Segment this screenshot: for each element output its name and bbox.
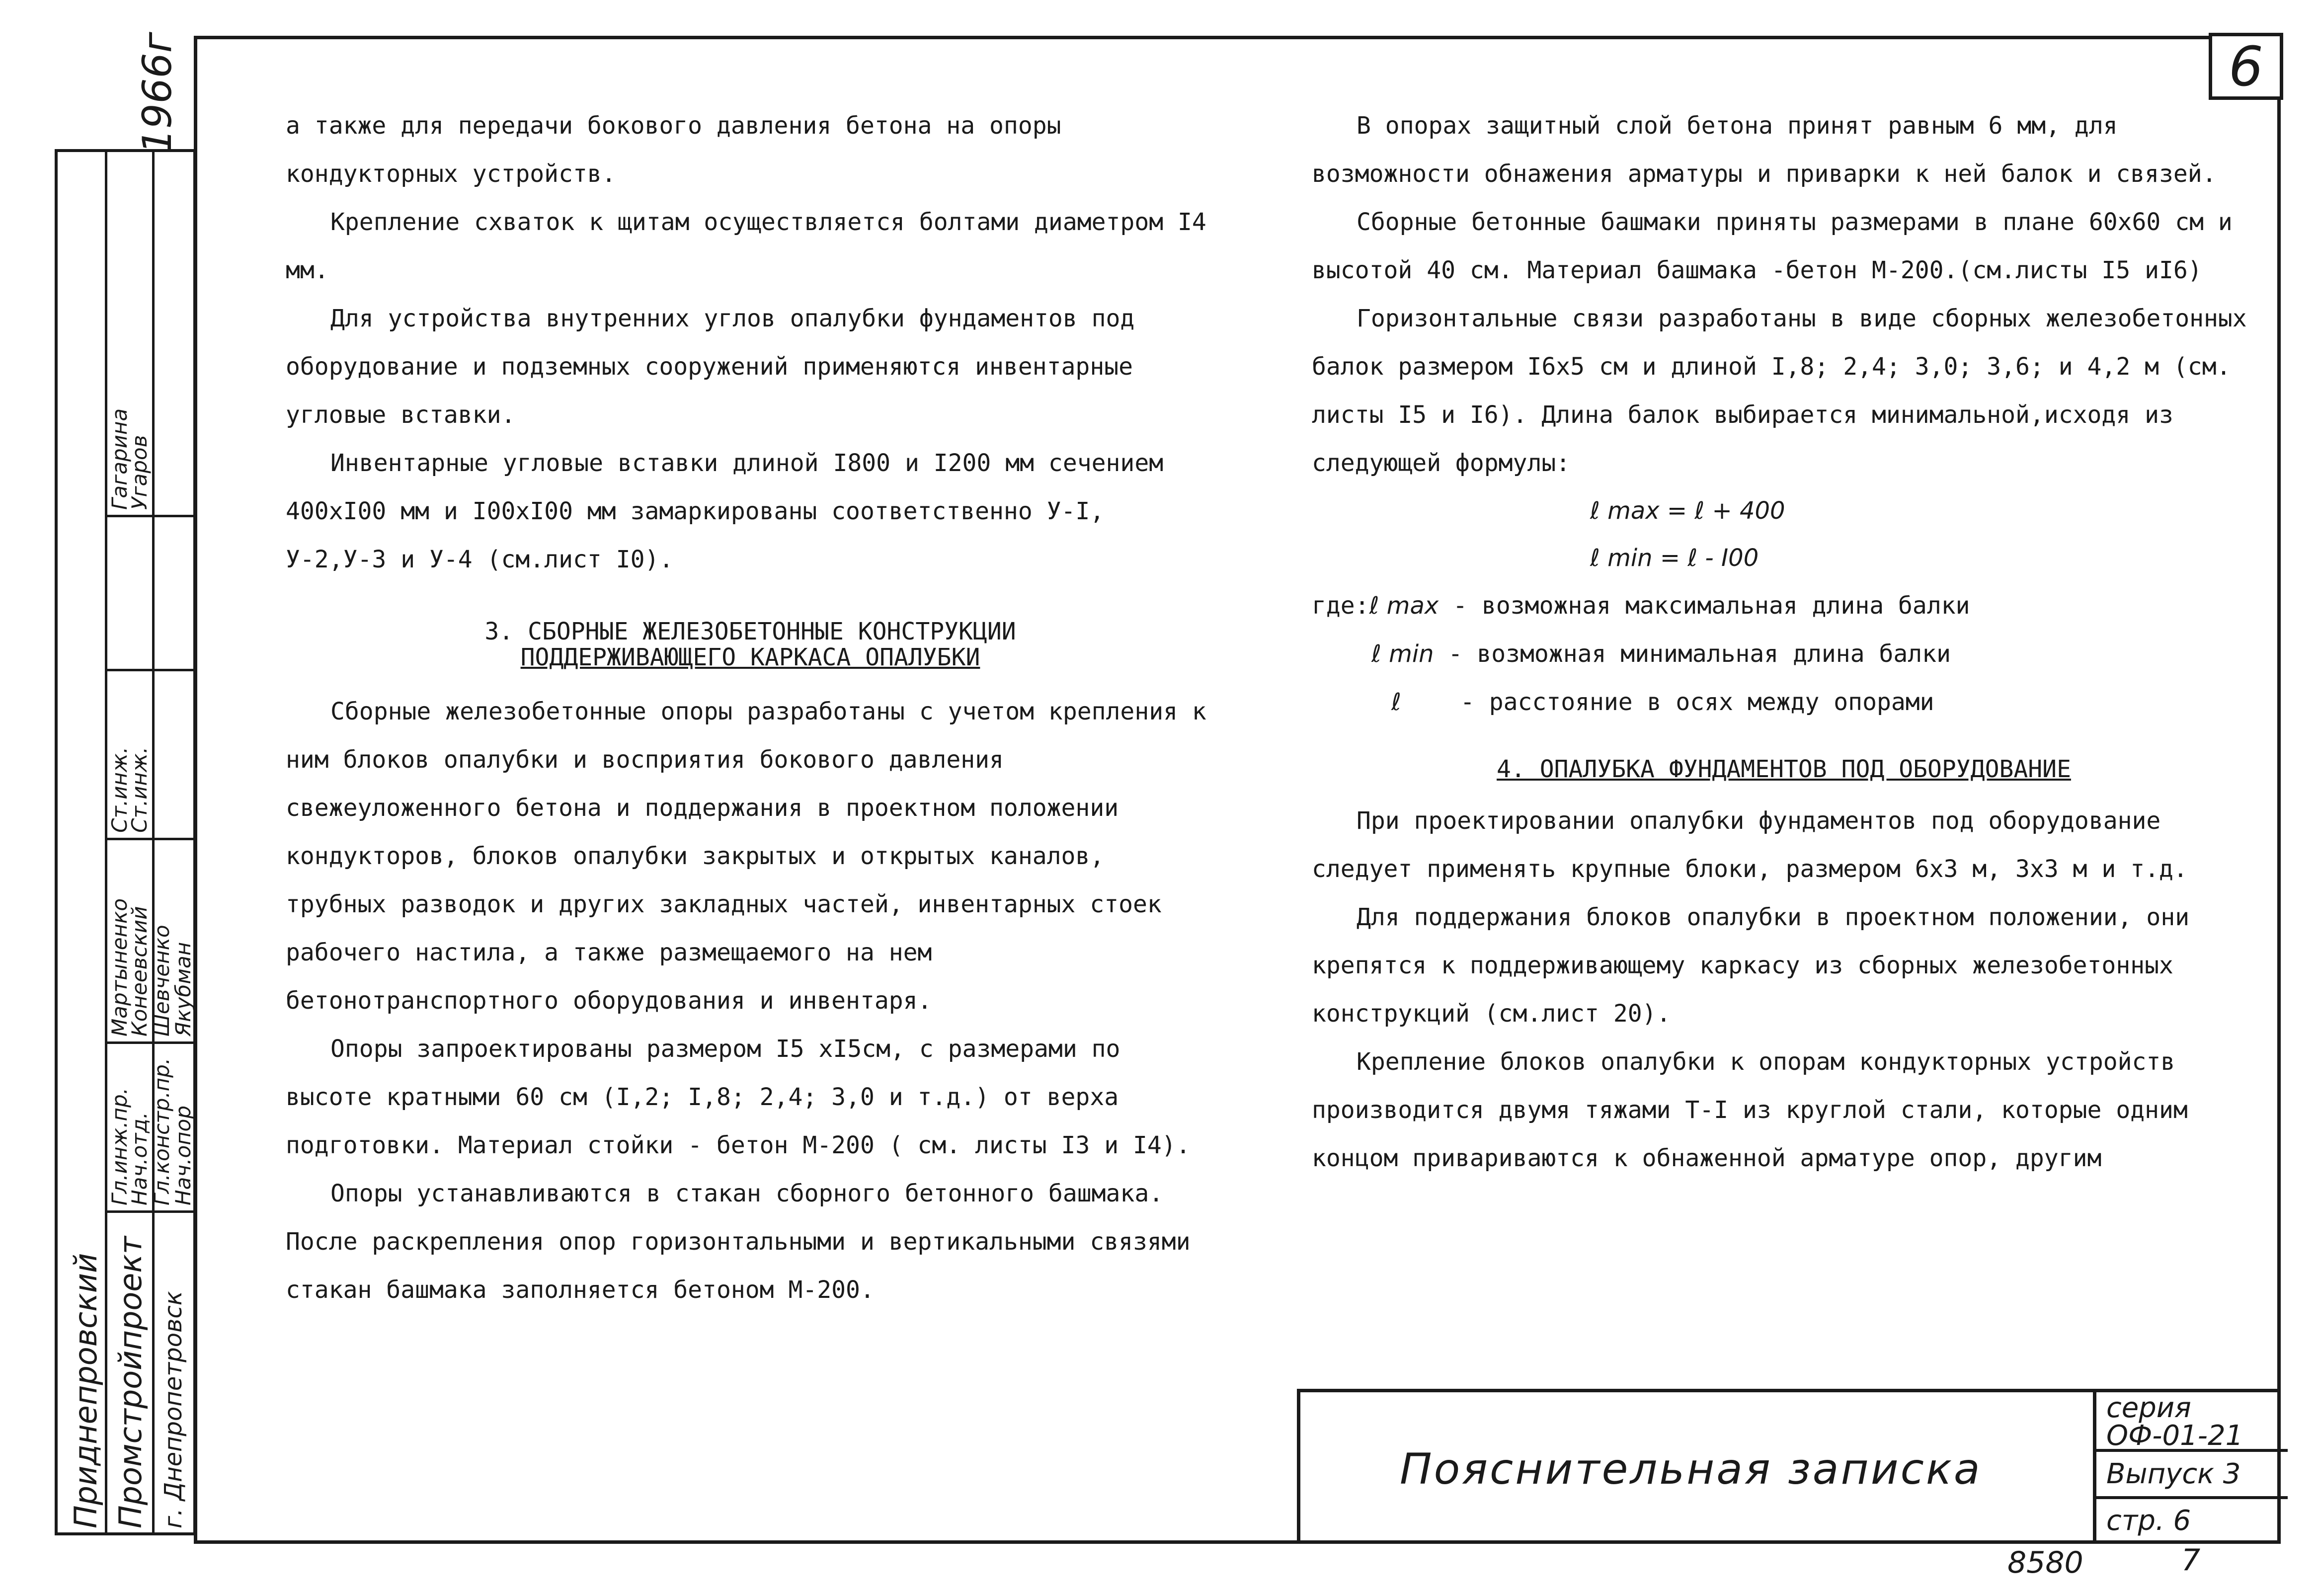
paragraph: Сборные железобетонные опоры разработаны с учетом крепления к ним блоков опалубки и восприятия бокового давления свежеуложенного бетона и поддержания в проектном положении кондукторов, блоков опалубки закрытых и открытых каналов, трубных разводок и других закладных частей, инвентарных стоек рабочего настила, а также размещаемого на нем бетонотранспортного оборудования и инвентаря.: [286, 698, 1206, 1015]
sidebar-divider: [105, 152, 107, 1532]
paragraph: Крепление схваток к щитам осуществляется болтами диаметром I4 мм.: [286, 208, 1206, 284]
org-name-line1: Приднепровский: [68, 1253, 104, 1528]
role-label: Нач.опор: [171, 1106, 195, 1205]
paragraph: а также для передачи бокового давления бетона на опоры кондукторных устройств.: [286, 112, 1061, 188]
page-cell: стр. 6: [2106, 1505, 2191, 1537]
section-heading-3: [286, 619, 1215, 670]
definition-row: [1312, 630, 2256, 678]
series-cell: [2096, 1392, 2288, 1452]
paragraph: Для устройства внутренних углов опалубки фундаментов под оборудование и подземных сооружений применяются инвентарные угловые вставки.: [286, 305, 1135, 429]
signer-name: Мартыненко: [107, 898, 132, 1037]
paragraph: Опоры запроектированы размером I5 хI5см, с размерами по высоте кратными 60 см (I,2; I,8; 2,4; 3,0 и т.д.) от верха подготовки. Материал стойки - бетон М-200 ( см. листы I3 и I4).: [286, 1035, 1191, 1159]
definitions: [1312, 582, 2256, 726]
series-label: серия: [2106, 1392, 2191, 1424]
title-block-sidebar: [55, 149, 196, 1535]
year-note: 1966г: [134, 32, 180, 154]
definition-row: [1312, 582, 2256, 630]
series-value: ОФ-01-21: [2106, 1420, 2243, 1452]
sidebar-divider: [105, 515, 193, 517]
paragraph: При проектировании опалубки фундаментов под оборудование следует применять крупные блоки, размером 6х3 м, 3х3 м и т.д.: [1312, 807, 2188, 883]
def-symbol: ℓ: [1391, 688, 1401, 716]
paragraph: Крепление блоков опалубки к опорам кондукторных устройств производится двумя тяжами Т-I из круглой стали, которые одним концом привариваются к обнаженной арматуре опор, другим: [1312, 1048, 2188, 1172]
issue-cell: Выпуск 3: [2096, 1452, 2288, 1499]
archive-number: 8580: [2007, 1545, 2083, 1580]
paragraph: Горизонтальные связи разработаны в виде сборных железобетонных балок размером I6х5 см и длиной I,8; 2,4; 3,0; 3,6; и 4,2 м (см. листы I5 и I6). Длина балок выбирается минимальной,исходя из следующей формулы:: [1312, 305, 2247, 477]
sidebar-divider: [152, 152, 155, 1532]
org-name-line2: Промстройпроект: [112, 1236, 149, 1528]
heading-line: ПОДДЕРЖИВАЮЩЕГО КАРКАСА ОПАЛУБКИ: [520, 643, 980, 671]
signer-name: Гагарина: [107, 408, 132, 510]
stamp-info: [2093, 1392, 2288, 1544]
definition-row: [1312, 678, 2256, 726]
sidebar-divider: [105, 1210, 193, 1213]
role-label: Гл.констр.пр.: [150, 1057, 174, 1205]
def-symbol: ℓ min: [1371, 640, 1434, 668]
role-label: Гл.инж.пр.: [107, 1087, 132, 1205]
formula-max: ℓ max = ℓ + 400: [1590, 497, 1785, 525]
section-heading-4: 4. ОПАЛУБКА ФУНДАМЕНТОВ ПОД ОБОРУДОВАНИЕ: [1497, 755, 2071, 783]
sidebar-divider: [105, 669, 193, 671]
document-title: Пояснительная записка: [1400, 1444, 1982, 1494]
paragraph: Для поддержания блоков опалубки в проектном положении, они крепятся к поддерживающему каркасу из сборных железобетонных конструкций (см.лист 20).: [1312, 903, 2190, 1028]
left-text-column: [286, 102, 1215, 1314]
org-city: г. Днепропетровск: [160, 1291, 187, 1528]
signer-name: Конеевский: [127, 906, 152, 1037]
right-text-column: [1312, 102, 2256, 1183]
page-number: 7: [2181, 1543, 2201, 1578]
role-label: Ст.инж.: [127, 746, 152, 833]
def-text: - расстояние в осях между опорами: [1460, 688, 1934, 716]
formula-min: ℓ min = ℓ - I00: [1590, 544, 1759, 572]
title-stamp: [1297, 1389, 2281, 1544]
sidebar-divider: [105, 838, 193, 840]
paragraph: Сборные бетонные башмаки приняты размерами в плане 60х60 см и высотой 40 см. Материал башмака -бетон М-200.(см.листы I5 иI6): [1312, 208, 2233, 284]
def-symbol: ℓ max: [1369, 592, 1439, 620]
role-label: Ст.инж.: [107, 746, 132, 833]
role-label: Нач.отд.: [127, 1112, 152, 1205]
def-text: - возможная минимальная длина балки: [1448, 640, 1951, 668]
signer-name: Шевченко: [150, 925, 174, 1037]
sheet-number-box: 6: [2209, 33, 2283, 100]
paragraph: Инвентарные угловые вставки длиной I800 и I200 мм сечением 400хI00 мм и I00хI00 мм замаркированы соответственно У-I, У-2,У-3 и У-4 (см.лист I0).: [286, 449, 1164, 573]
signer-name: Угаров: [127, 435, 152, 510]
def-prefix: где:: [1312, 592, 1369, 620]
signer-name: Якубман: [171, 942, 195, 1037]
sidebar-divider: [105, 1041, 193, 1044]
paragraph: Опоры устанавливаются в стакан сборного бетонного башмака. После раскрепления опор горизонтальными и вертикальными связями стакан башмака заполняется бетоном М-200.: [286, 1180, 1191, 1304]
def-text: - возможная максимальная длина балки: [1453, 592, 1970, 620]
paragraph: В опорах защитный слой бетона принят равным 6 мм, для возможности обнажения арматуры и приварки к ней балок и связей.: [1312, 112, 2217, 188]
heading-line: 3. СБОРНЫЕ ЖЕЛЕЗОБЕТОННЫЕ КОНСТРУКЦИИ: [484, 618, 1016, 645]
